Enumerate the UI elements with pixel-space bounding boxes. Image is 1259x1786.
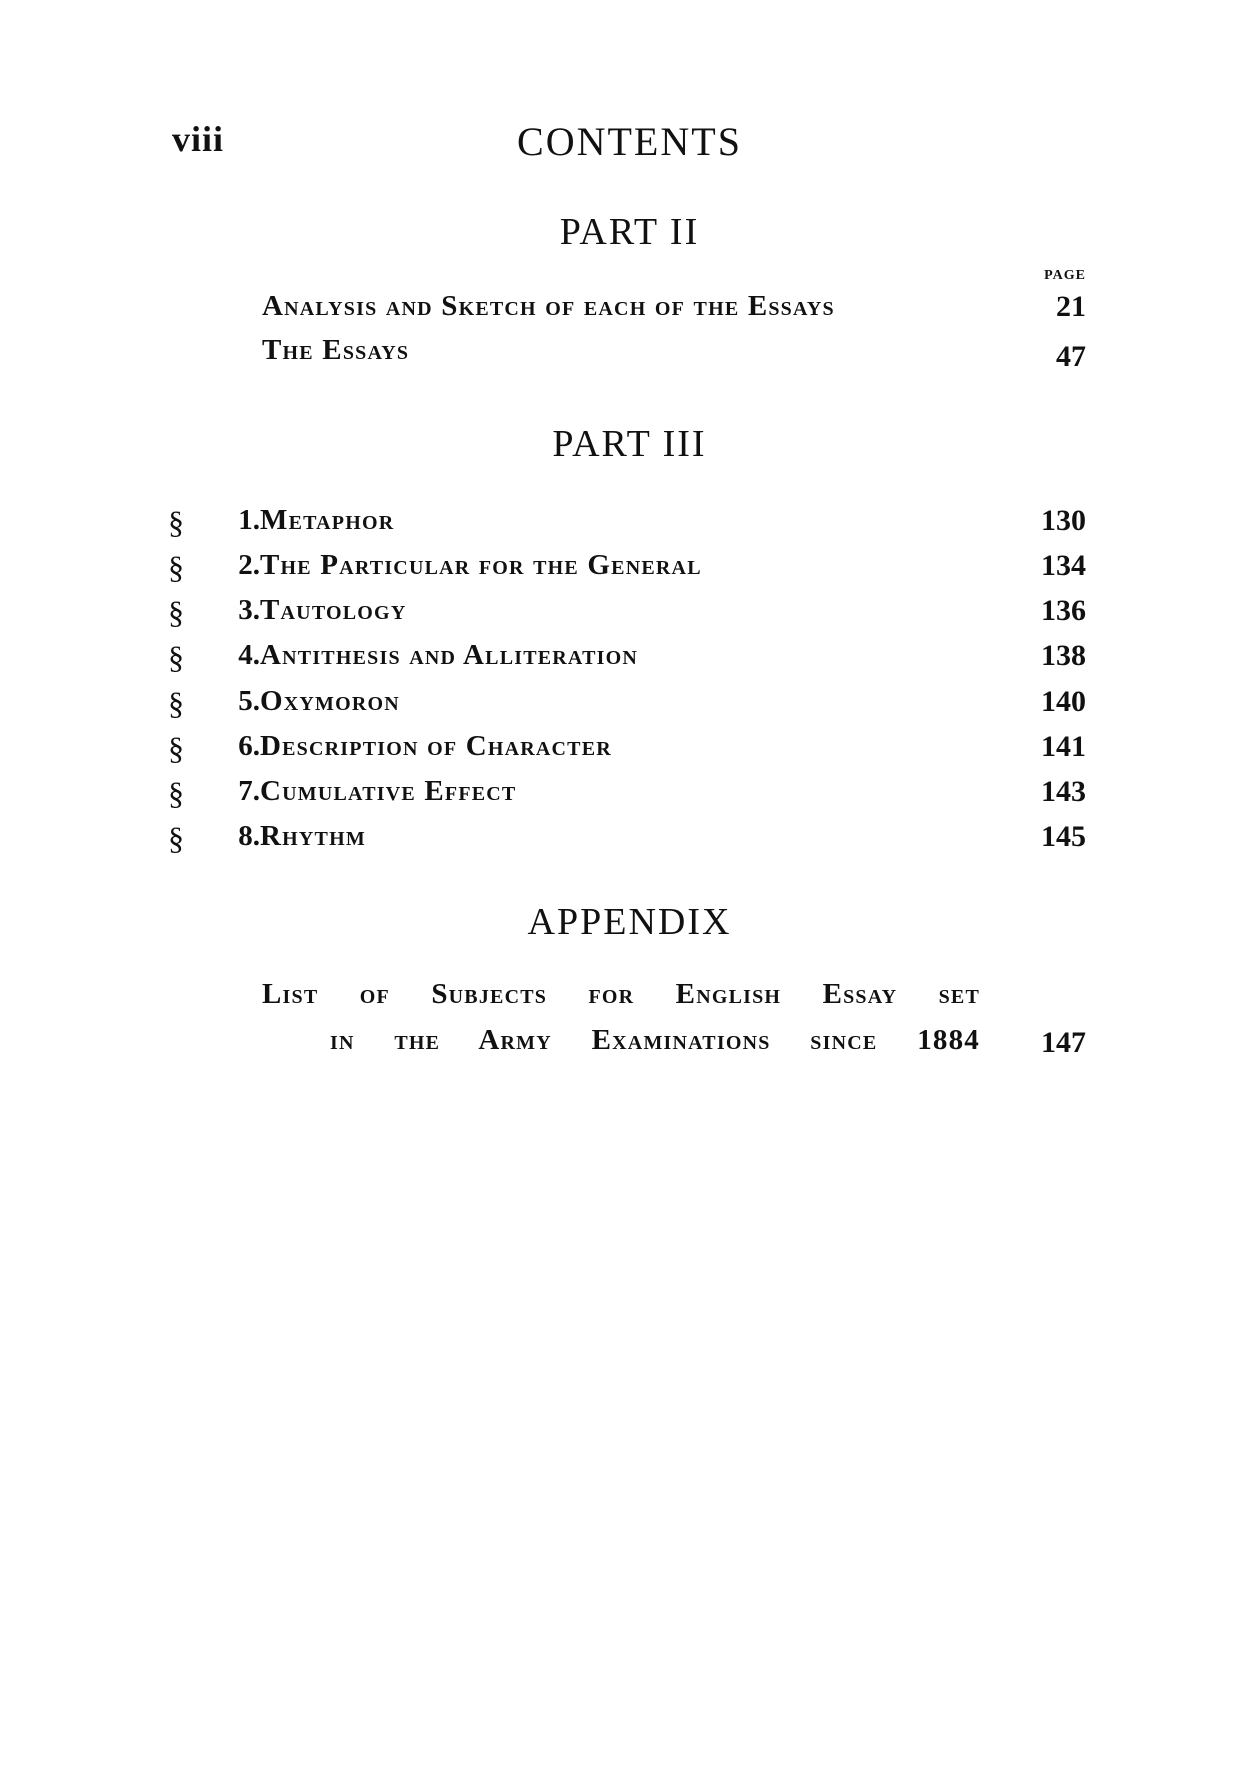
section-sign: § — [168, 730, 184, 766]
section-title: Tautology — [260, 594, 407, 626]
appendix-entry-line-1: List of Subjects for English Essay set — [262, 978, 980, 1010]
section-page: 130 — [1041, 504, 1086, 537]
section-number: 4. — [238, 639, 260, 671]
running-title: CONTENTS — [517, 119, 742, 164]
section-entry — [0, 594, 1259, 638]
part-3-heading: PART III — [552, 423, 707, 465]
section-page: 136 — [1041, 594, 1086, 627]
part-2-heading: PART II — [559, 211, 700, 253]
section-sign: § — [168, 504, 184, 540]
section-title: Metaphor — [260, 504, 395, 536]
toc-entry-page: 21 — [1056, 290, 1086, 323]
section-entry — [0, 730, 1259, 774]
section-entry — [0, 820, 1259, 864]
page-number: viii — [172, 119, 225, 159]
page-column-label: PAGE — [1044, 268, 1086, 283]
section-sign: § — [168, 775, 184, 811]
toc-entry — [0, 334, 1259, 378]
section-page: 138 — [1041, 639, 1086, 672]
section-sign: § — [168, 685, 184, 721]
section-number: 3. — [238, 594, 260, 626]
appendix-entry-line-2: in the Army Examinations since 1884 — [330, 1024, 980, 1056]
toc-entry-title: Analysis and Sketch of each of the Essays — [262, 290, 835, 322]
section-title: Antithesis and Alliteration — [260, 639, 639, 671]
section-sign: § — [168, 820, 184, 856]
section-page: 140 — [1041, 685, 1086, 718]
section-title: Oxymoron — [260, 685, 400, 717]
section-title: Cumulative Effect — [260, 775, 517, 807]
section-entry — [0, 775, 1259, 819]
section-page: 143 — [1041, 775, 1086, 808]
section-title: Rhythm — [260, 820, 366, 852]
section-entry — [0, 639, 1259, 683]
section-sign: § — [168, 594, 184, 630]
section-entry — [0, 504, 1259, 548]
section-number: 5. — [238, 685, 260, 717]
section-number: 6. — [238, 730, 260, 762]
toc-entry-title: The Essays — [262, 334, 410, 366]
section-title: The Particular for the General — [260, 549, 702, 581]
section-page: 141 — [1041, 730, 1086, 763]
section-number: 2. — [238, 549, 260, 581]
toc-entry — [0, 290, 1259, 334]
section-title: Description of Character — [260, 730, 612, 762]
toc-entry-page: 47 — [1056, 340, 1086, 373]
section-sign: § — [168, 549, 184, 585]
section-page: 134 — [1041, 549, 1086, 582]
appendix-heading: APPENDIX — [527, 901, 732, 943]
appendix-entry-page: 147 — [1041, 1026, 1086, 1059]
section-entry — [0, 685, 1259, 729]
section-number: 8. — [238, 820, 260, 852]
section-number: 1. — [238, 504, 260, 536]
section-entry — [0, 549, 1259, 593]
section-page: 145 — [1041, 820, 1086, 853]
section-sign: § — [168, 639, 184, 675]
section-number: 7. — [238, 775, 260, 807]
